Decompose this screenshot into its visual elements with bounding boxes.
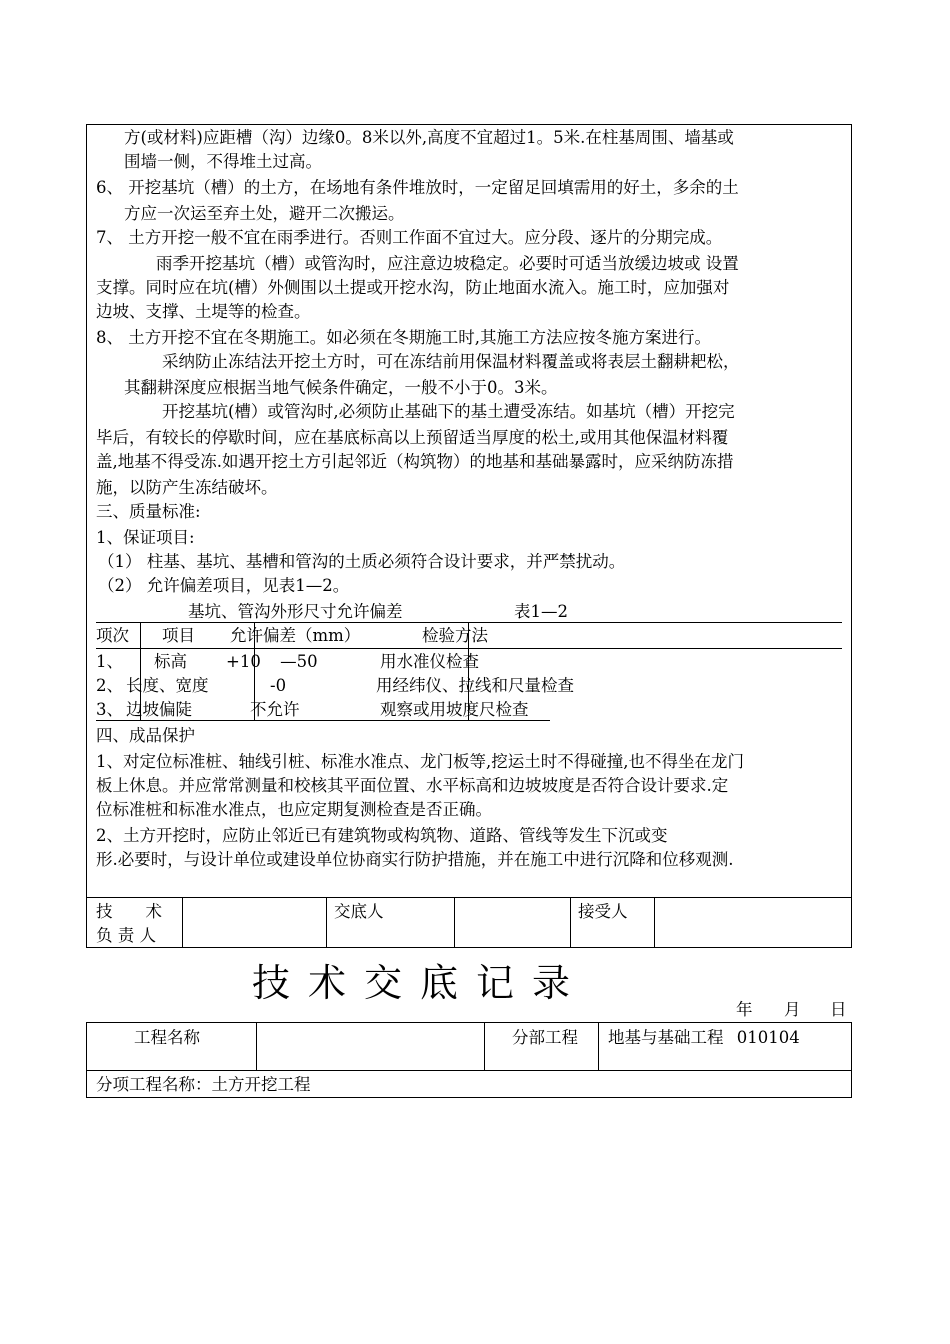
table-cell: 标高 bbox=[154, 652, 187, 671]
table-number: 表1—2 bbox=[514, 602, 568, 621]
text-line: 边坡、支撑、土堤等的检查。 bbox=[96, 302, 311, 321]
project-info-divider bbox=[598, 1022, 599, 1070]
table-header-cell: 项次 bbox=[96, 626, 129, 645]
project-info-divider bbox=[256, 1022, 257, 1070]
text-line: 7、 土方开挖一般不宜在雨季进行。否则工作面不宜过大。应分段、逐片的分期完成。 bbox=[96, 228, 723, 247]
text-line: 施，以防产生冻结破坏。 bbox=[96, 478, 278, 497]
section-heading: 四、成品保护 bbox=[96, 726, 195, 745]
table-cell: 3、 bbox=[96, 700, 123, 719]
sub-project-label: 分部工程 bbox=[512, 1028, 578, 1047]
text-line: 形.必要时，与设计单位或建设单位协商实行防护措施，并在施工中进行沉降和位移观测. bbox=[96, 850, 734, 869]
table-header-cell: 检验方法 bbox=[422, 626, 488, 645]
table-header-cell: 允许偏差（mm） bbox=[230, 626, 361, 645]
date-month: 月 bbox=[784, 1000, 801, 1019]
text-line: 支撑。同时应在坑(槽）外侧围以土提或开挖水沟，防止地面水流入。施工时，应加强对 bbox=[96, 278, 730, 297]
text-line: 6、 开挖基坑（槽）的土方，在场地有条件堆放时，一定留足回填需用的好土，多余的土 bbox=[96, 178, 739, 197]
tech-lead-label: 负 责 人 bbox=[96, 926, 156, 945]
table-cell: 1、 bbox=[96, 652, 123, 671]
text-line: 8、 土方开挖不宜在冬期施工。如必须在冬期施工时,其施工方法应按冬施方案进行。 bbox=[96, 328, 711, 347]
handover-person-label: 交底人 bbox=[334, 902, 384, 921]
table-rule bbox=[96, 622, 842, 623]
table-cell: 不允许 bbox=[250, 700, 300, 719]
text-line: 1、保证项目: bbox=[96, 528, 195, 547]
sub-item-name: 分项工程名称：土方开挖工程 bbox=[96, 1075, 311, 1094]
signature-divider bbox=[654, 897, 655, 948]
table-cell: 用经纬仪、拉线和尺量检查 bbox=[376, 676, 574, 695]
text-line: 位标准桩和标准水准点，也应定期复测检查是否正确。 bbox=[96, 800, 492, 819]
text-line: （2） 允许偏差项目，见表1—2。 bbox=[98, 576, 350, 595]
text-line: （1） 柱基、基坑、基槽和管沟的土质必须符合设计要求，并严禁扰动。 bbox=[98, 552, 626, 571]
table-cell: 长度、宽度 bbox=[126, 676, 209, 695]
text-line: 采纳防止冻结法开挖土方时，可在冻结前用保温材料覆盖或将表层土翻耕耙松， bbox=[162, 352, 740, 371]
table-cell: +10 —50 bbox=[226, 652, 318, 671]
text-line: 2、土方开挖时，应防止邻近已有建筑物或构筑物、道路、管线等发生下沉或变 bbox=[96, 826, 668, 845]
table-header-cell: 项目 bbox=[162, 626, 195, 645]
table-cell: 边坡偏陡 bbox=[126, 700, 192, 719]
table-caption: 基坑、管沟外形尺寸允许偏差 bbox=[188, 602, 403, 621]
record-title: 技术交底记录 bbox=[252, 961, 589, 1005]
date-day: 日 bbox=[830, 1000, 847, 1019]
receiver-label: 接受人 bbox=[578, 902, 628, 921]
table-cell: 2、 bbox=[96, 676, 123, 695]
text-line: 毕后，有较长的停歇时间，应在基底标高以上预留适当厚度的松土,或用其他保温材料覆 bbox=[96, 428, 729, 447]
project-info-divider bbox=[484, 1022, 485, 1070]
signature-divider bbox=[570, 897, 571, 948]
text-line: 板上休息。并应常常测量和校核其平面位置、水平标高和边坡坡度是否符合设计要求.定 bbox=[96, 776, 729, 795]
table-cell: 观察或用坡度尺检查 bbox=[380, 700, 529, 719]
signature-divider bbox=[454, 897, 455, 948]
text-line: 开挖基坑(槽）或管沟时,必须防止基础下的基土遭受冻结。如基坑（槽）开挖完 bbox=[162, 402, 735, 421]
sub-project-value: 地基与基础工程 010104 bbox=[608, 1028, 800, 1047]
text-line: 其翻耕深度应根据当地气候条件确定，一般不小于0。3米。 bbox=[124, 378, 558, 397]
text-line: 方(或材料)应距槽（沟）边缘0。8米以外,高度不宜超过1。5米.在柱基周围、墙基或 bbox=[124, 128, 734, 147]
tech-lead-label: 技 术 bbox=[96, 902, 162, 921]
signature-divider bbox=[326, 897, 327, 948]
project-info-divider bbox=[86, 1070, 852, 1071]
signature-row bbox=[86, 897, 852, 948]
date-year: 年 bbox=[736, 1000, 753, 1019]
signature-divider bbox=[182, 897, 183, 948]
table-cell: 用水准仪检查 bbox=[380, 652, 479, 671]
text-line: 围墙一侧，不得堆土过高。 bbox=[124, 152, 322, 171]
section-heading: 三、质量标准: bbox=[96, 502, 201, 521]
table-cell: -0 bbox=[270, 676, 287, 695]
text-line: 方应一次运至弃土处，避开二次搬运。 bbox=[124, 204, 405, 223]
table-rule bbox=[96, 648, 842, 649]
text-line: 雨季开挖基坑（槽）或管沟时，应注意边坡稳定。必要时可适当放缓边坡或 设置 bbox=[156, 254, 739, 273]
project-name-label: 工程名称 bbox=[134, 1028, 200, 1047]
text-line: 1、对定位标准桩、轴线引桩、标准水准点、龙门板等,挖运土时不得碰撞,也不得坐在龙门 bbox=[96, 752, 744, 771]
text-line: 盖,地基不得受冻.如遇开挖土方引起邻近（构筑物）的地基和基础暴露时，应采纳防冻措 bbox=[96, 452, 734, 471]
